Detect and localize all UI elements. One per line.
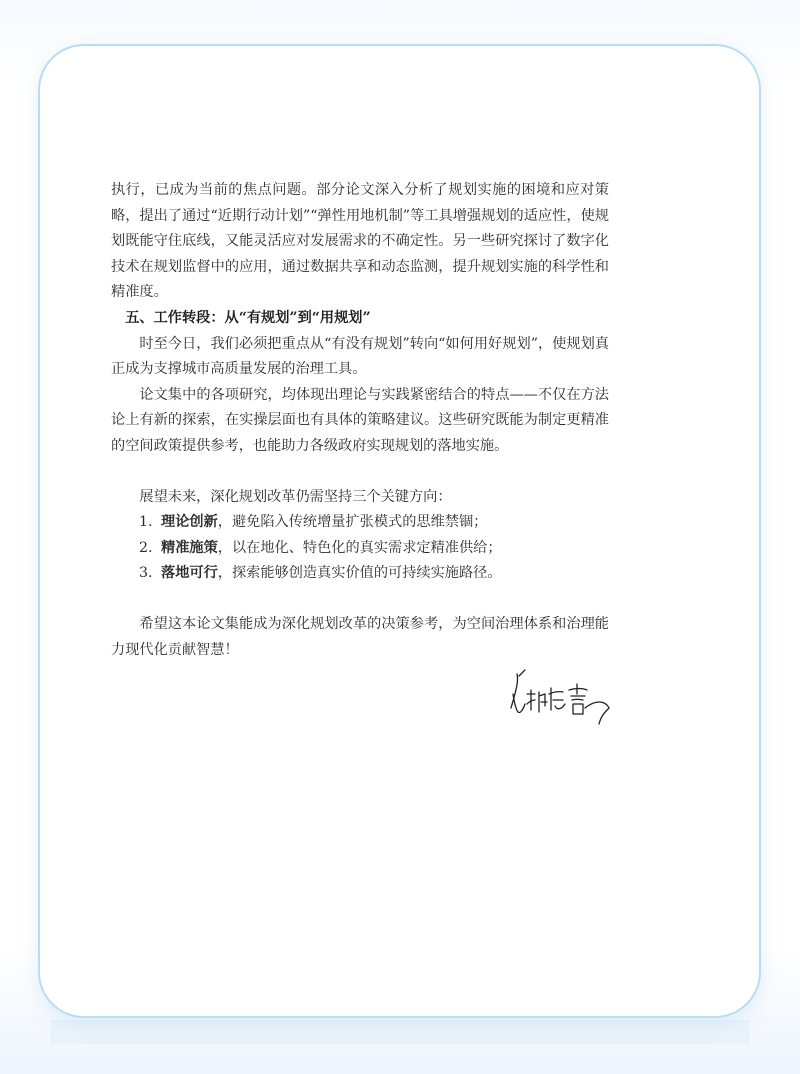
handwritten-signature <box>505 664 613 732</box>
directions-list <box>111 510 609 587</box>
spacer <box>111 460 609 485</box>
paragraph-continued: 执行，已成为当前的焦点问题。部分论文深入分析了规划实施的困境和应对策略，提出了通过“近期行动计划”“弹性用地机制”等工具增强规划的适应性，使规划既能守住底线，又能灵活应对发展需求的不确定性。另一些研究探讨了数字化技术在规划监督中的应用，通过数据共享和动态监测，提升规划实施的科学性和精准度。 <box>111 182 609 301</box>
closing-paragraph: 希望这本论文集能成为深化规划改革的决策参考，为空间治理体系和治理能力现代化贡献智慧！ <box>111 615 609 658</box>
outlook-intro: 展望未来，深化规划改革仍需坚持三个关键方向： <box>139 488 452 505</box>
list-item: 1. 理论创新，避免陷入传统增量扩张模式的思维禁锢； <box>139 514 488 531</box>
paragraph-1: 时至今日，我们必须把重点从“有没有规划”转向“如何用好规划”，使规划真正成为支撑城市高质量发展的治理工具。 <box>111 335 609 378</box>
document-body <box>111 178 609 663</box>
list-item: 3. 落地可行，探索能够创造真实价值的可持续实施路径。 <box>139 565 502 582</box>
list-item: 2. 精准施策，以在地化、特色化的真实需求定精准供给； <box>139 539 502 556</box>
paragraph-2: 论文集中的各项研究，均体现出理论与实践紧密结合的特点——不仅在方法论上有新的探索，在实操层面也有具体的策略建议。这些研究既能为制定更精准的空间政策提供参考，也能助力各级政府实现规划的落地实施。 <box>111 386 609 454</box>
section-heading: 五、工作转段：从“有规划”到“用规划” <box>125 309 371 326</box>
spacer <box>111 587 609 612</box>
page-bottom-band <box>50 1020 750 1044</box>
